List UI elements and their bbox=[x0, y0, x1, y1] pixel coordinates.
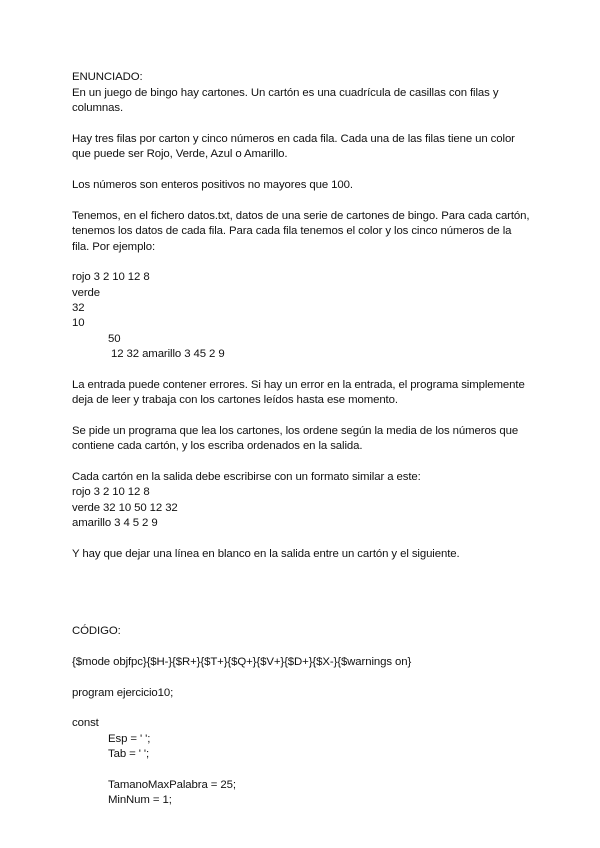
task-text-line: contiene cada cartón, y los escriba ordenados en la salida. bbox=[72, 440, 363, 452]
file-text-line: Tenemos, en el fichero datos.txt, datos de una serie de cartones de bingo. Para cada cartón, bbox=[72, 210, 530, 222]
example-input-line: 10 bbox=[72, 317, 85, 329]
code-line: Tab = ' '; bbox=[108, 748, 150, 760]
example-input-line: 32 bbox=[72, 302, 85, 314]
code-line: TamanoMaxPalabra = 25; bbox=[108, 779, 236, 791]
errors-text-line: La entrada puede contener errores. Si hay un error en la entrada, el programa simplemente bbox=[72, 379, 525, 391]
example-input-line: 50 bbox=[108, 333, 121, 345]
file-text-line: fila. Por ejemplo: bbox=[72, 241, 156, 253]
intro-text-line: columnas. bbox=[72, 102, 124, 114]
code-line: Esp = ' '; bbox=[108, 733, 151, 745]
intro-text-line: En un juego de bingo hay cartones. Un cartón es una cuadrícula de casillas con filas y bbox=[72, 87, 499, 99]
code-line: program ejercicio10; bbox=[72, 687, 174, 699]
rows-text-line: que puede ser Rojo, Verde, Azul o Amarillo. bbox=[72, 148, 288, 160]
codigo-heading: CÓDIGO: bbox=[72, 625, 121, 637]
example-input-line: verde bbox=[72, 287, 100, 299]
numbers-text-line: Los números son enteros positivos no mayores que 100. bbox=[72, 179, 353, 191]
example-output-line: rojo 3 2 10 12 8 bbox=[72, 486, 150, 498]
example-input-line: 12 32 amarillo 3 45 2 9 bbox=[111, 348, 225, 360]
code-line: {$mode objfpc}{$H-}{$R+}{$T+}{$Q+}{$V+}{$D+}{$X-}{$warnings on} bbox=[72, 656, 412, 668]
rows-text-line: Hay tres filas por carton y cinco números en cada fila. Cada una de las filas tiene un color bbox=[72, 133, 515, 145]
code-line: MinNum = 1; bbox=[108, 794, 172, 806]
errors-text-line: deja de leer y trabaja con los cartones leídos hasta ese momento. bbox=[72, 394, 398, 406]
example-input-line: rojo 3 2 10 12 8 bbox=[72, 271, 150, 283]
example-output-line: verde 32 10 50 12 32 bbox=[72, 502, 178, 514]
example-output-line: amarillo 3 4 5 2 9 bbox=[72, 517, 158, 529]
task-text-line: Se pide un programa que lea los cartones, los ordene según la media de los números que bbox=[72, 425, 519, 437]
file-text-line: tenemos los datos de cada fila. Para cada fila tenemos el color y los cinco números de la bbox=[72, 225, 512, 237]
code-line: const bbox=[72, 717, 99, 729]
blank-line-text: Y hay que dejar una línea en blanco en la salida entre un cartón y el siguiente. bbox=[72, 548, 460, 560]
enunciado-heading: ENUNCIADO: bbox=[72, 71, 143, 83]
format-text-line: Cada cartón en la salida debe escribirse con un formato similar a este: bbox=[72, 471, 421, 483]
